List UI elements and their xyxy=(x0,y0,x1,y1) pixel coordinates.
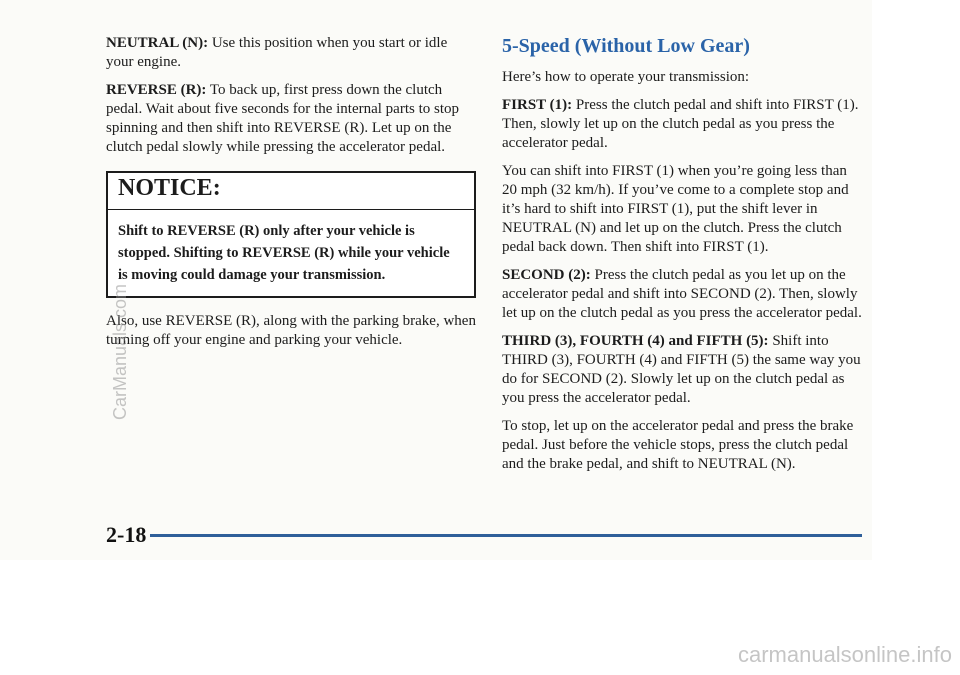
side-watermark: CarManuals.com xyxy=(110,283,130,420)
neutral-text: Use this position when you start or idle your engine. xyxy=(106,35,448,70)
notice-header xyxy=(108,173,474,210)
first-text: Press the clutch pedal and shift into FIRST (1). Then, slowly let up on the clutch pedal as you press the accelerator pedal. xyxy=(502,97,859,151)
third-term: THIRD (3), FOURTH (4) and FIFTH (5): xyxy=(502,333,769,349)
page-number: 2-18 xyxy=(106,522,147,547)
right-column xyxy=(502,34,862,483)
notice-box xyxy=(106,171,476,298)
footer-rule xyxy=(150,534,862,537)
first-paragraph xyxy=(502,96,862,153)
stop-paragraph: To stop, let up on the accelerator pedal and press the brake pedal. Just before the vehicle stops, press the clutch pedal and the brake pedal, and shift to NEUTRAL (N). xyxy=(502,418,854,472)
neutral-term: NEUTRAL (N): xyxy=(106,35,209,51)
second-term: SECOND (2): xyxy=(502,267,591,283)
first-term: FIRST (1): xyxy=(502,97,573,113)
second-text: Press the clutch pedal as you let up on the accelerator pedal and shift into SECOND (2). Then, slowly let up on the clutch pedal as you press the accelerator pedal. xyxy=(502,267,862,321)
intro-paragraph: Here’s how to operate your transmission: xyxy=(502,69,750,85)
reverse-paragraph xyxy=(106,81,476,157)
neutral-paragraph xyxy=(106,34,476,72)
second-paragraph xyxy=(502,266,862,323)
section-title: 5-Speed (Without Low Gear) xyxy=(502,35,750,57)
reverse-text: To back up, first press down the clutch pedal. Wait about five seconds for the internal parts to stop spinning and then shift into REVERSE (R). Let up on the clutch pedal slowly while pressing the accelerator pedal. xyxy=(106,82,460,155)
also-paragraph: Also, use REVERSE (R), along with the parking brake, when turning off your engine and parking your vehicle. xyxy=(106,313,476,348)
bottom-watermark: carmanualsonline.info xyxy=(737,642,952,667)
third-paragraph xyxy=(502,332,862,408)
reverse-term: REVERSE (R): xyxy=(106,82,207,98)
notice-title: NOTICE: xyxy=(118,175,221,201)
third-text: Shift into THIRD (3), FOURTH (4) and FIFTH (5) the same way you do for SECOND (2). Slowly let up on the clutch pedal as you press the accelerator pedal. xyxy=(502,333,861,406)
notice-body: Shift to REVERSE (R) only after your vehicle is stopped. Shifting to REVERSE (R) while your vehicle is moving could damage your transmission. xyxy=(118,223,450,283)
left-column xyxy=(106,34,476,359)
first-note-paragraph: You can shift into FIRST (1) when you’re going less than 20 mph (32 km/h). If you’ve come to a complete stop and it’s hard to shift into FIRST (1), put the shift lever in NEUTRAL (N) and let up on the clutch. Press the clutch pedal back down. Then shift into FIRST (1). xyxy=(502,163,849,255)
